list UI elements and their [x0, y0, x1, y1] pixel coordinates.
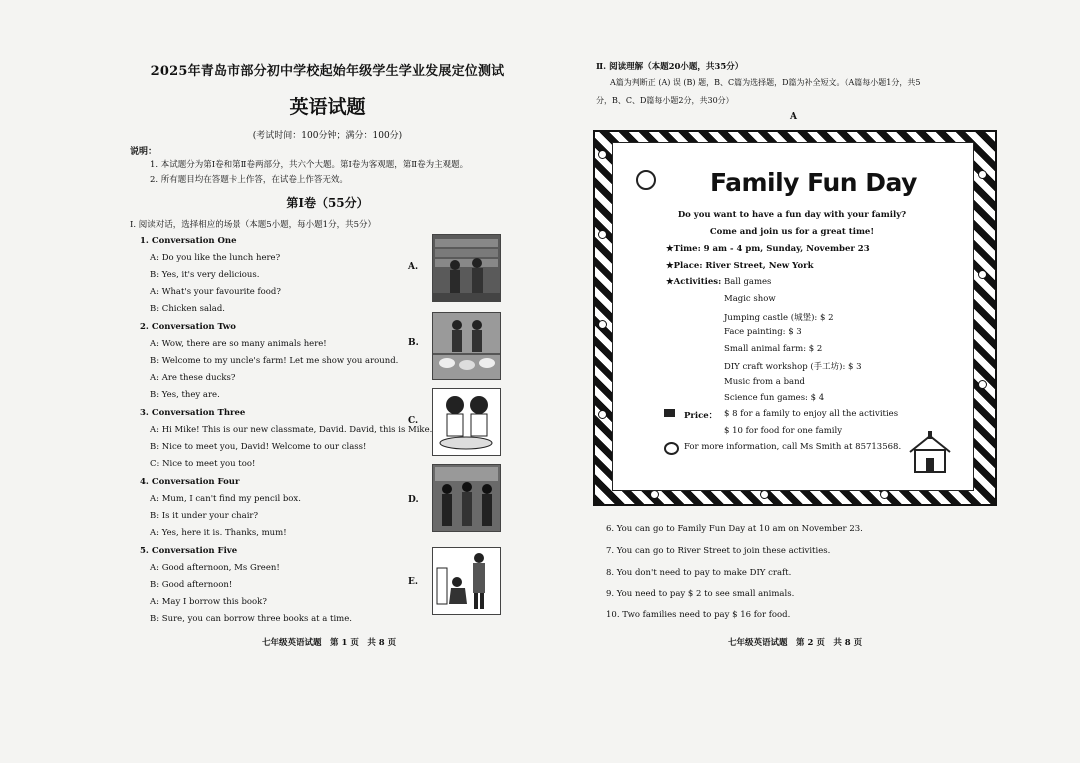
more-info: For more information, call Ms Smith at 85713568. [684, 442, 902, 452]
dialogue-line: A: Mum, I can't find my pencil box. [150, 494, 301, 504]
dialogue-line: B: Chicken salad. [150, 304, 225, 314]
activity-item: Ball games [724, 277, 772, 287]
dialogue-line: B: Is it under your chair? [150, 511, 259, 521]
dialogue-line: A: May I borrow this book? [150, 597, 267, 607]
dialogue-line: B: Nice to meet you, David! Welcome to our class! [150, 442, 367, 452]
section-1-instructions: Ⅰ. 阅读对话，选择相应的场景（本题5小题，每小题1分，共5分） [130, 220, 376, 230]
dialogue-line: B: Welcome to my uncle's farm! Let me show you around. [150, 356, 399, 366]
dialogue-line: A: What's your favourite food? [150, 287, 281, 297]
border-dot [978, 380, 987, 389]
farm-scene-icon [432, 312, 501, 380]
activity-item: Face painting: $ 3 [724, 327, 802, 337]
border-dot [880, 490, 889, 499]
poster-invite: Come and join us for a great time! [709, 227, 875, 237]
dialogue-line: B: Yes, it's very delicious. [150, 270, 260, 280]
conversation-heading: 1. Conversation One [140, 236, 237, 246]
price-line: $ 10 for food for one family [724, 426, 843, 436]
poster-title: Family Fun Day [710, 168, 917, 197]
section-2-instructions-cont: 分，B、C、D篇每小题2分，共30分） [596, 96, 734, 105]
dialogue-line: B: Good afternoon! [150, 580, 233, 590]
activity-item: Science fun games: $ 4 [724, 393, 825, 403]
ticket-icon [664, 409, 675, 417]
dialogue-line: A: Hi Mike! This is our new classmate, David. David, this is Mike. [150, 425, 433, 435]
option-letter: D. [408, 495, 419, 505]
dialogue-line: A: Do you like the lunch here? [150, 253, 281, 263]
border-dot [598, 320, 607, 329]
conversation-heading: 2. Conversation Two [140, 322, 236, 332]
border-dot [760, 490, 769, 499]
home-scene-icon [432, 547, 501, 615]
option-letter: A. [408, 262, 419, 272]
border-dot [978, 170, 987, 179]
note-2: 2. 所有题目均在答题卡上作答，在试卷上作答无效。 [150, 175, 348, 185]
question-item: 9. You need to pay $ 2 to see small animals. [606, 589, 795, 599]
activity-item: DIY craft workshop (手工坊): $ 3 [724, 362, 862, 372]
exam-title: 2025年青岛市部分初中学校起始年级学生学业发展定位测试 [150, 64, 505, 79]
dialogue-line: A: Good afternoon, Ms Green! [150, 563, 280, 573]
option-letter: C. [408, 416, 419, 426]
option-letter: B. [408, 338, 419, 348]
classroom-scene-icon [432, 464, 501, 532]
border-dot [598, 230, 607, 239]
border-dot [598, 150, 607, 159]
notes-heading: 说明： [130, 147, 158, 157]
poster-activities-label: ★Activities: [666, 277, 722, 287]
conversation-heading: 5. Conversation Five [140, 546, 238, 556]
time-score-line: (考试时间：100分钟；满分：100分) [252, 131, 403, 141]
activity-item: Small animal farm: $ 2 [724, 344, 823, 354]
option-letter: E. [408, 577, 418, 587]
volume-1-heading: 第Ⅰ卷（55分） [286, 196, 369, 210]
dialogue-line: A: Are these ducks? [150, 373, 236, 383]
exam-subtitle: 英语试题 [289, 96, 366, 118]
section-2-heading: Ⅱ. 阅读理解（本题20小题，共35分） [596, 62, 744, 72]
question-item: 8. You don't need to pay to make DIY craft. [606, 568, 792, 578]
conversation-heading: 4. Conversation Four [140, 477, 240, 487]
border-dot [598, 410, 607, 419]
activity-item: Music from a band [724, 377, 806, 387]
schoolhouse-icon [904, 430, 956, 476]
poster-place: ★Place: River Street, New York [666, 261, 814, 271]
dialogue-line: B: Yes, they are. [150, 390, 220, 400]
page-footer: 七年级英语试题 第 2 页 共 8 页 [728, 638, 863, 648]
dialogue-line: A: Yes, here it is. Thanks, mum! [150, 528, 287, 538]
section-2-instructions: A篇为判断正 (A) 误 (B) 题，B、C篇为选择题，D篇为补全短文。（A篇每小题1分，共5 [610, 78, 921, 87]
dialogue-line: B: Sure, you can borrow three books at a time. [150, 614, 352, 624]
poster-question: Do you want to have a fun day with your family? [677, 210, 907, 220]
question-item: 7. You can go to River Street to join these activities. [606, 546, 831, 556]
note-1: 1. 本试题分为第Ⅰ卷和第Ⅱ卷两部分，共六个大题。第Ⅰ卷为客观题，第Ⅱ卷为主观题。 [150, 160, 469, 170]
poster-time: ★Time: 9 am - 4 pm, Sunday, November 23 [666, 244, 870, 254]
border-dot [650, 490, 659, 499]
passage-label: A [790, 112, 797, 122]
lunch-scene-icon [432, 388, 501, 456]
lollipop-icon [636, 170, 656, 190]
dialogue-line: C: Nice to meet you too! [150, 459, 256, 469]
library-scene-icon [432, 234, 501, 302]
activity-item: Magic show [724, 294, 776, 304]
page-footer: 七年级英语试题 第 1 页 共 8 页 [262, 638, 397, 648]
question-item: 6. You can go to Family Fun Day at 10 am on November 23. [606, 524, 863, 534]
price-line: $ 8 for a family to enjoy all the activities [724, 409, 899, 419]
border-dot [978, 270, 987, 279]
activity-item: Jumping castle (城堡): $ 2 [724, 313, 834, 323]
question-item: 10. Two families need to pay $ 16 for food. [606, 610, 791, 620]
phone-icon [664, 442, 679, 455]
conversation-heading: 3. Conversation Three [140, 408, 246, 418]
price-label: Price： [684, 411, 718, 421]
dialogue-line: A: Wow, there are so many animals here! [150, 339, 327, 349]
